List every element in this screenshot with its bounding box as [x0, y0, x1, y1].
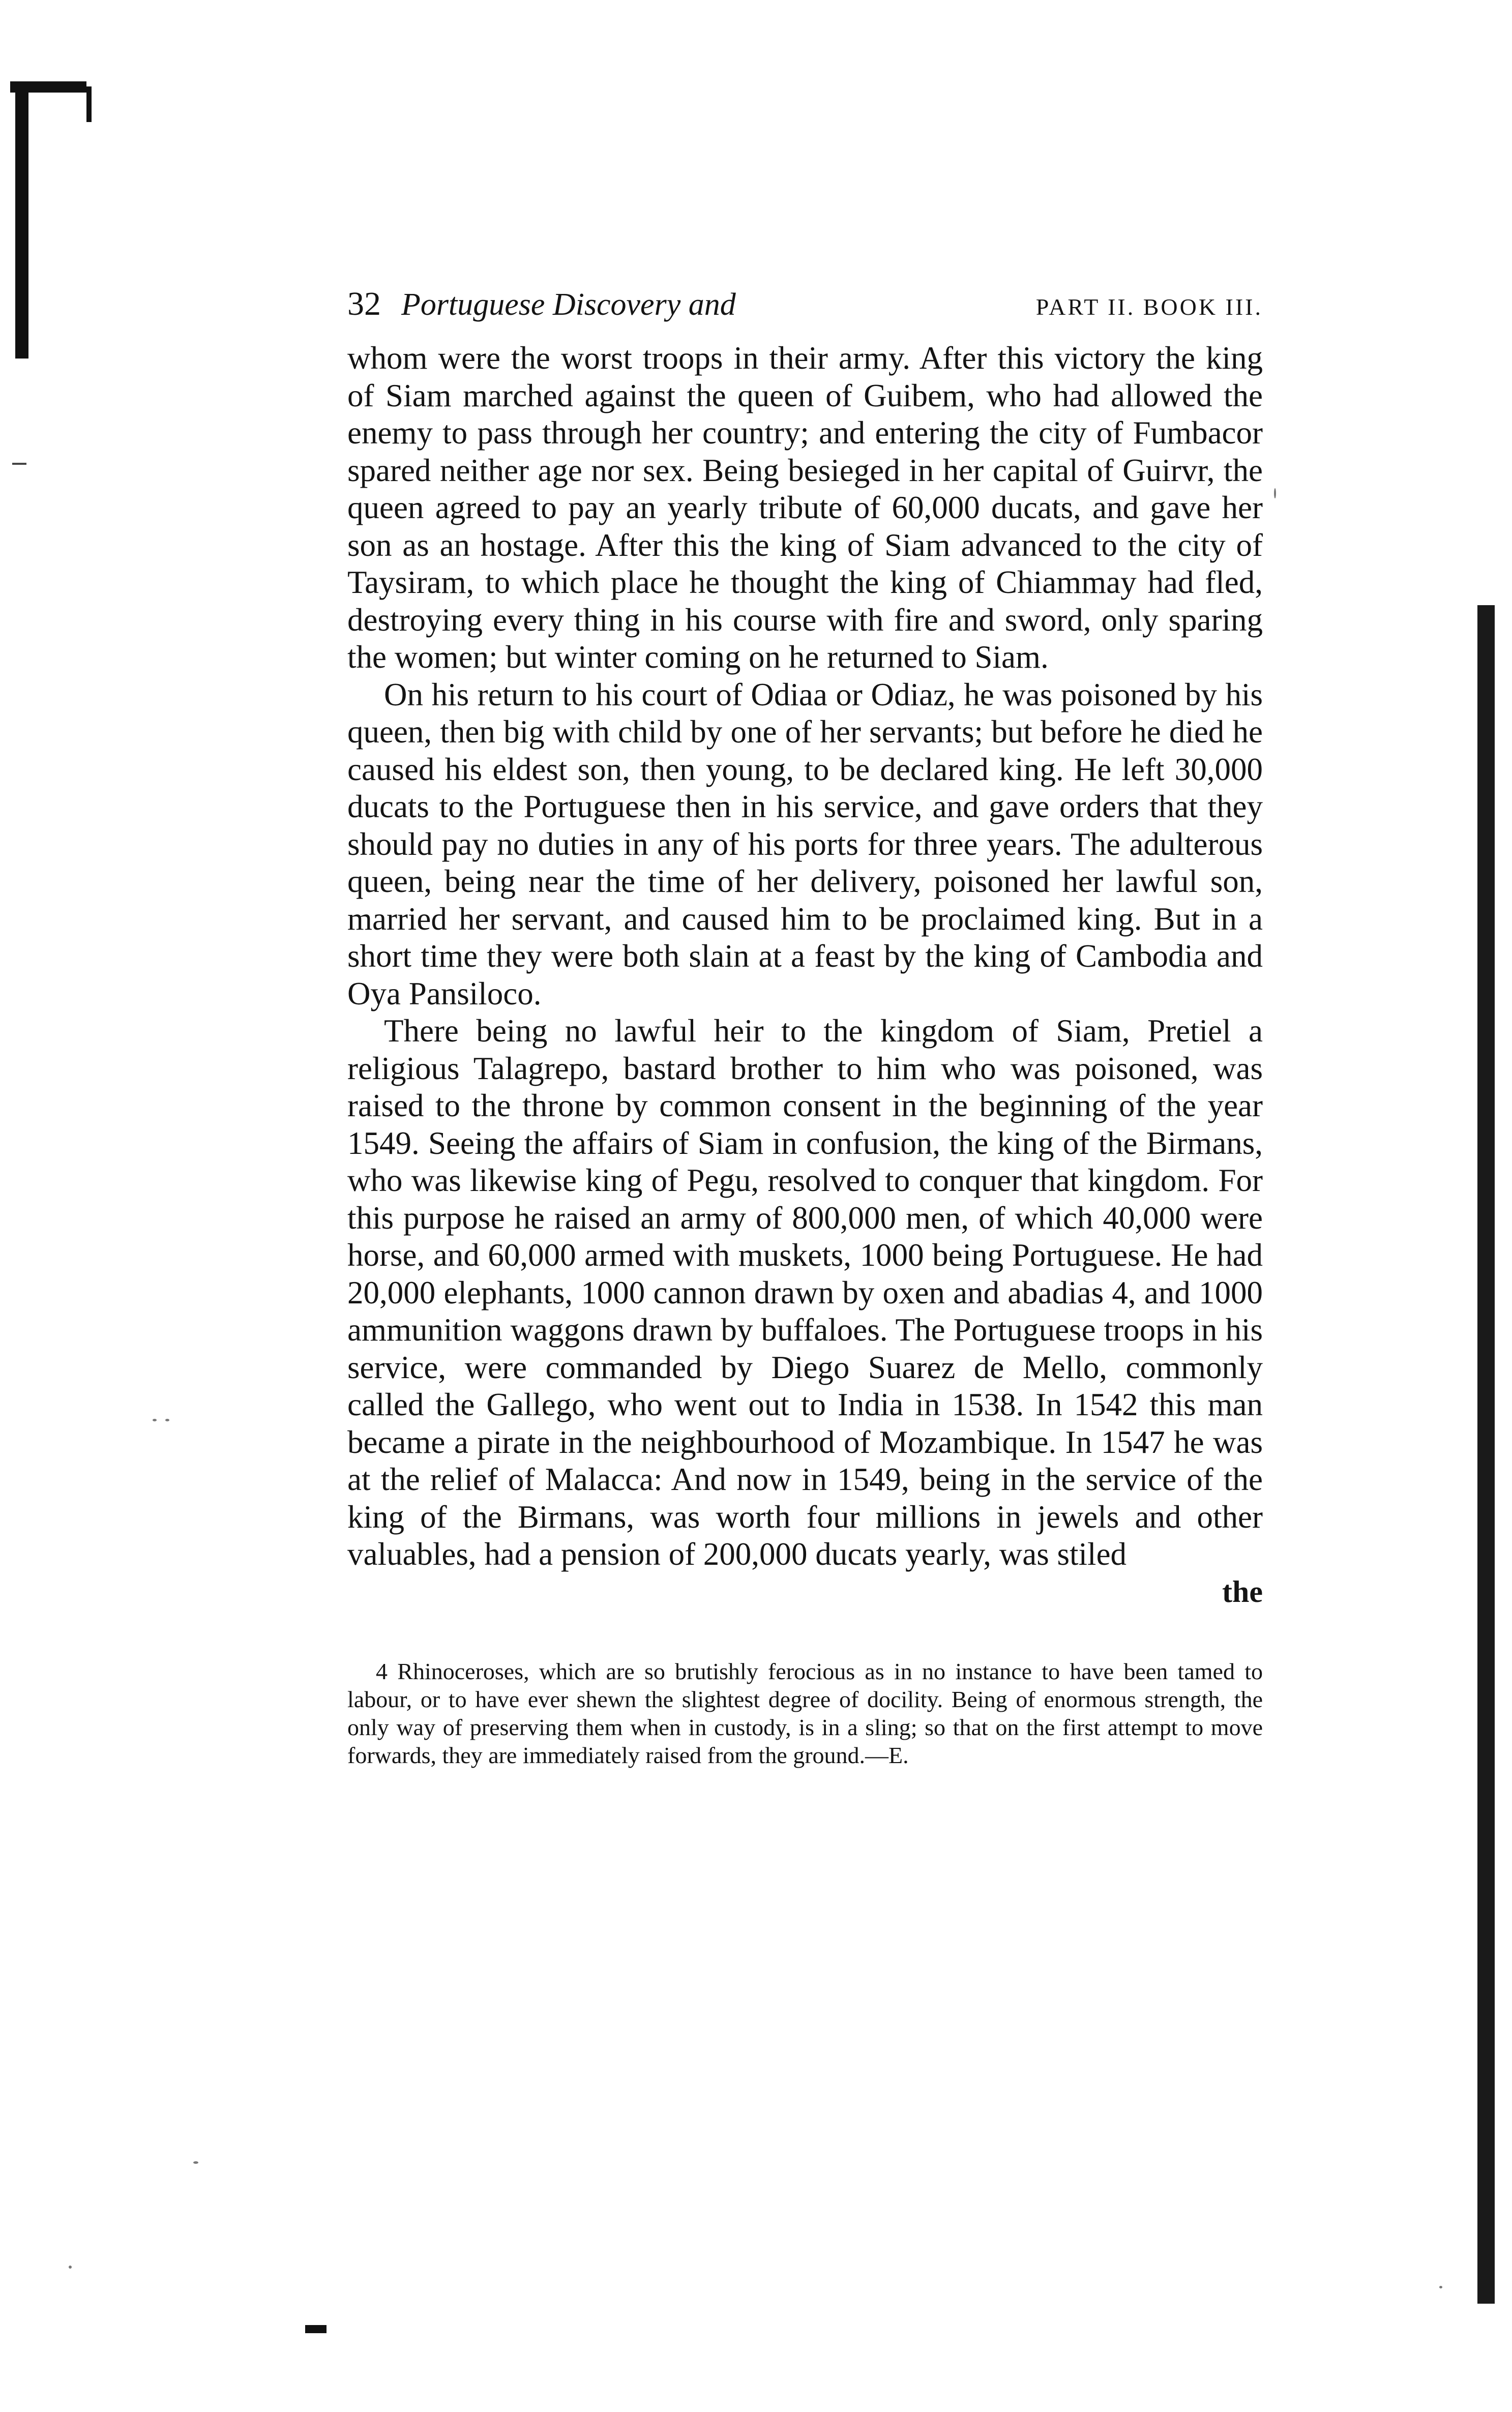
paragraph: On his return to his court of Odiaa or Odiaz, he was poisoned by his queen, then big with child by one of her servants; but before he died he caused his eldest son, then young, to be declared king. He left 30,000 ducats to the Portuguese then in his service, and gave orders that they should pay no duties in any of his ports for three years. The adulterous queen, being near the time of her delivery, poisoned her lawful son, married her servant, and caused him to be proclaimed king. But in a short time they were both slain at a feast by the king of Cambodia and Oya Pansiloco.: [347, 676, 1263, 1011]
book-page: [347, 285, 1263, 1793]
scan-edge-mark-top-left-tick: [86, 86, 92, 122]
part-book-label: PART II. BOOK III.: [1035, 294, 1263, 320]
scan-edge-mark-left-dash: [12, 463, 26, 465]
page-number: 32: [347, 285, 381, 322]
scan-edge-mark-top-left-stem: [15, 81, 28, 359]
running-head: [347, 285, 1263, 331]
paragraph-continued: whom were the worst troops in their army. After this victory the king of Siam marched against the queen of Guibem, who had allowed the enemy to pass through her country; and entering the city of Fumbacor spared neither age nor sex. Being besieged in her capital of Guirvr, the queen agreed to pay an yearly tribute of 60,000 ducats, and gave her son as an hostage. After this the king of Siam advanced to the city of Taysiram, to which place he thought the king of Chiammay had fled, destroying every thing in his course with fire and sword, only sparing the women; but winter coming on he returned to Siam.: [347, 340, 1263, 675]
paragraph: There being no lawful heir to the kingdom of Siam, Pretiel a religious Talagrepo, bastard brother to him who was poisoned, was raised to the throne by common consent in the beginning of the year 1549. Seeing the affairs of Siam in confusion, the king of the Birmans, who was likewise king of Pegu, resolved to conquer that kingdom. For this purpose he raised an army of 800,000 men, of which 40,000 were horse, and 60,000 armed with muskets, 1000 being Portuguese. He had 20,000 elephants, 1000 cannon drawn by oxen and abadias 4, and 1000 ammunition waggons drawn by buffaloes. The Portuguese troops in his service, were commanded by Diego Suarez de Mello, commonly called the Gallego, who went out to India in 1538. In 1542 this man became a pirate in the neighbourhood of Mozambique. In 1547 he was at the relief of Malacca: And now in 1549, being in the service of the king of the Birmans, was worth four millions in jewels and other valuables, had a pension of 200,000 ducats yearly, was stiled: [347, 1013, 1263, 1572]
scan-edge-mark-bottom: [305, 2325, 327, 2333]
catchword: the: [1222, 1574, 1263, 1609]
scan-edge-mark-right: [1477, 605, 1495, 2304]
running-title: Portuguese Discovery and: [401, 287, 736, 322]
body-text: [347, 340, 1263, 1611]
footnote: 4 Rhinoceroses, which are so brutishly ferocious as in no instance to have been tamed to labour, or to have ever shewn the slightest degree of docility. Being of enormous strength, the only way of preserving them when in custody, is in a sling; so that on the first attempt to move forwards, they are immediately raised from the ground.—E.: [347, 1658, 1263, 1768]
